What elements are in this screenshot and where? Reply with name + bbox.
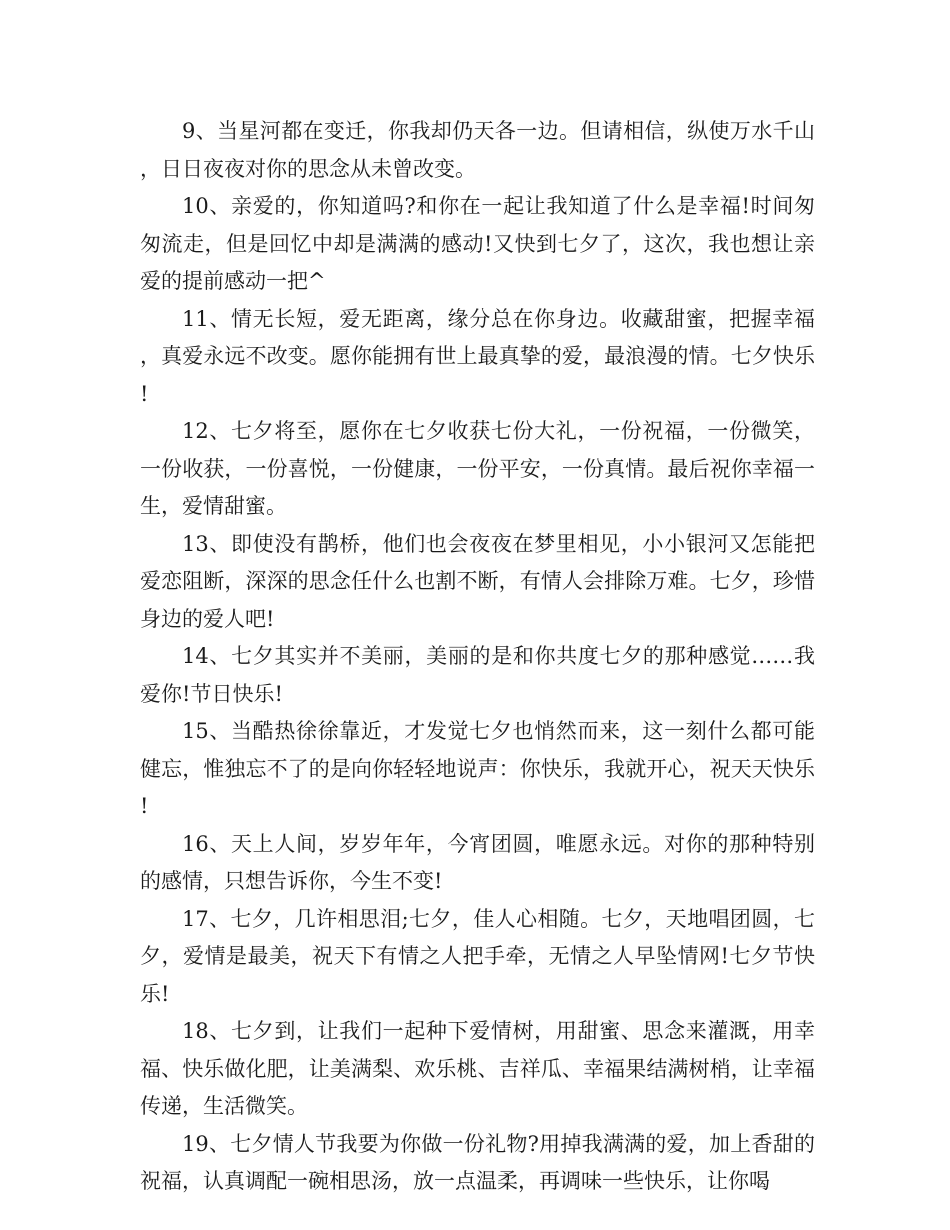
- paragraph-18: 18、七夕到，让我们一起种下爱情树，用甜蜜、思念来灌溉，用幸福、快乐做化肥，让美满梨、欢乐桃、吉祥瓜、幸福果结满树梢，让幸福传递，生活微笑。: [140, 1019, 815, 1118]
- paragraph-12: 12、七夕将至，愿你在七夕收获七份大礼，一份祝福，一份微笑，一份收获，一份喜悦，一份健康，一份平安，一份真情。最后祝你幸福一生，爱情甜蜜。: [140, 419, 815, 518]
- paragraph-16: 16、天上人间，岁岁年年，今宵团圆，唯愿永远。对你的那种特别的感情，只想告诉你，今生不变!: [140, 831, 815, 893]
- paragraph-9: 9、当星河都在变迁，你我却仍天各一边。但请相信，纵使万水千山，日日夜夜对你的思念从未曾改变。: [140, 119, 815, 181]
- paragraph-14: 14、七夕其实并不美丽，美丽的是和你共度七夕的那种感觉……我爱你!节日快乐!: [140, 644, 815, 706]
- document-body: [140, 113, 815, 1201]
- paragraph-15: 15、当酷热徐徐靠近，才发觉七夕也悄然而来，这一刻什么都可能健忘，惟独忘不了的是向你轻轻地说声：你快乐，我就开心，祝天天快乐!: [140, 719, 815, 818]
- paragraph-19: 19、七夕情人节我要为你做一份礼物?用掉我满满的爱，加上香甜的祝福，认真调配一碗相思汤，放一点温柔，再调味一些快乐，让你喝: [140, 1131, 815, 1193]
- paragraph-10: 10、亲爱的，你知道吗?和你在一起让我知道了什么是幸福!时间匆匆流走，但是回忆中却是满满的感动!又快到七夕了，这次，我也想让亲爱的提前感动一把^: [140, 194, 815, 293]
- paragraph-13: 13、即使没有鹊桥，他们也会夜夜在梦里相见，小小银河又怎能把爱恋阻断，深深的思念任什么也割不断，有情人会排除万难。七夕，珍惜身边的爱人吧!: [140, 531, 815, 631]
- paragraph-17: 17、七夕，几许相思泪;七夕，佳人心相随。七夕，天地唱团圆，七夕，爱情是最美，祝天下有情之人把手牵，无情之人早坠情网!七夕节快乐!: [140, 906, 815, 1006]
- paragraph-11: 11、情无长短，爱无距离，缘分总在你身边。收藏甜蜜，把握幸福，真爱永远不改变。愿你能拥有世上最真挚的爱，最浪漫的情。七夕快乐!: [140, 306, 815, 406]
